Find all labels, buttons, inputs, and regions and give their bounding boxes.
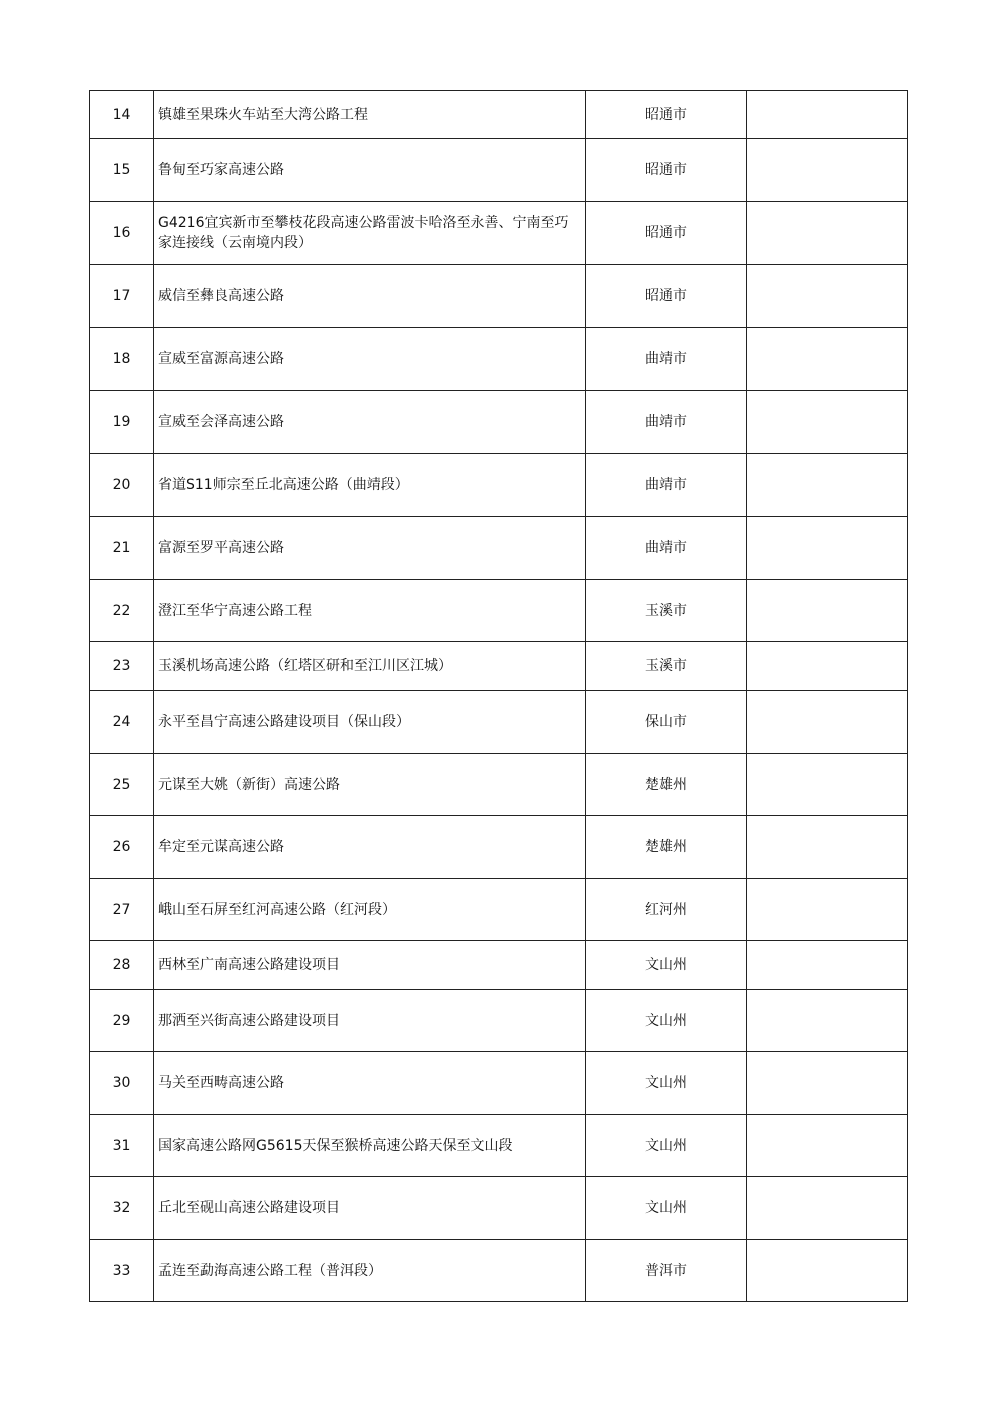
row-number: 31 — [90, 1115, 154, 1177]
city-name: 文山州 — [586, 1177, 747, 1240]
note-cell — [747, 879, 908, 941]
city-name: 昭通市 — [586, 265, 747, 328]
row-number: 19 — [90, 391, 154, 454]
table-row — [90, 990, 908, 1052]
row-number: 14 — [90, 91, 154, 139]
table-row — [90, 1115, 908, 1177]
city-name: 曲靖市 — [586, 328, 747, 391]
row-number: 23 — [90, 642, 154, 691]
city-name: 昭通市 — [586, 91, 747, 139]
city-name: 昭通市 — [586, 202, 747, 265]
note-cell — [747, 328, 908, 391]
row-number: 25 — [90, 754, 154, 816]
city-name: 文山州 — [586, 1052, 747, 1115]
project-name: 省道S11师宗至丘北高速公路（曲靖段） — [154, 454, 586, 517]
city-name: 文山州 — [586, 1115, 747, 1177]
city-name: 楚雄州 — [586, 816, 747, 879]
note-cell — [747, 1240, 908, 1302]
project-name: 永平至昌宁高速公路建设项目（保山段） — [154, 691, 586, 754]
project-name: 牟定至元谋高速公路 — [154, 816, 586, 879]
project-name: 玉溪机场高速公路（红塔区研和至江川区江城） — [154, 642, 586, 691]
note-cell — [747, 454, 908, 517]
row-number: 30 — [90, 1052, 154, 1115]
note-cell — [747, 941, 908, 990]
row-number: 22 — [90, 580, 154, 642]
note-cell — [747, 1177, 908, 1240]
project-name: 威信至彝良高速公路 — [154, 265, 586, 328]
table-row — [90, 816, 908, 879]
city-name: 玉溪市 — [586, 580, 747, 642]
project-name: 鲁甸至巧家高速公路 — [154, 139, 586, 202]
row-number: 17 — [90, 265, 154, 328]
project-name: 元谋至大姚（新街）高速公路 — [154, 754, 586, 816]
note-cell — [747, 265, 908, 328]
note-cell — [747, 517, 908, 580]
table-row — [90, 1240, 908, 1302]
project-name: 西林至广南高速公路建设项目 — [154, 941, 586, 990]
row-number: 32 — [90, 1177, 154, 1240]
table-row — [90, 517, 908, 580]
row-number: 16 — [90, 202, 154, 265]
table-row — [90, 1052, 908, 1115]
note-cell — [747, 580, 908, 642]
table-row — [90, 1177, 908, 1240]
note-cell — [747, 754, 908, 816]
city-name: 楚雄州 — [586, 754, 747, 816]
row-number: 28 — [90, 941, 154, 990]
project-name: 孟连至勐海高速公路工程（普洱段） — [154, 1240, 586, 1302]
project-name: 峨山至石屏至红河高速公路（红河段） — [154, 879, 586, 941]
note-cell — [747, 202, 908, 265]
table-row — [90, 265, 908, 328]
project-name: G4216宜宾新市至攀枝花段高速公路雷波卡哈洛至永善、宁南至巧家连接线（云南境内段） — [154, 202, 586, 265]
note-cell — [747, 816, 908, 879]
note-cell — [747, 139, 908, 202]
projects-table — [89, 90, 908, 1302]
project-name: 宣威至会泽高速公路 — [154, 391, 586, 454]
note-cell — [747, 391, 908, 454]
table-row — [90, 139, 908, 202]
city-name: 曲靖市 — [586, 517, 747, 580]
project-name: 澄江至华宁高速公路工程 — [154, 580, 586, 642]
note-cell — [747, 691, 908, 754]
table-row — [90, 391, 908, 454]
table-row — [90, 580, 908, 642]
city-name: 文山州 — [586, 941, 747, 990]
table-row — [90, 328, 908, 391]
row-number: 21 — [90, 517, 154, 580]
row-number: 33 — [90, 1240, 154, 1302]
note-cell — [747, 642, 908, 691]
project-name: 马关至西畴高速公路 — [154, 1052, 586, 1115]
row-number: 27 — [90, 879, 154, 941]
project-name: 镇雄至果珠火车站至大湾公路工程 — [154, 91, 586, 139]
city-name: 文山州 — [586, 990, 747, 1052]
row-number: 20 — [90, 454, 154, 517]
note-cell — [747, 990, 908, 1052]
projects-table-body — [90, 91, 908, 1302]
row-number: 29 — [90, 990, 154, 1052]
project-name: 国家高速公路网G5615天保至猴桥高速公路天保至文山段 — [154, 1115, 586, 1177]
city-name: 曲靖市 — [586, 454, 747, 517]
row-number: 26 — [90, 816, 154, 879]
city-name: 保山市 — [586, 691, 747, 754]
city-name: 曲靖市 — [586, 391, 747, 454]
note-cell — [747, 1052, 908, 1115]
table-row — [90, 642, 908, 691]
row-number: 18 — [90, 328, 154, 391]
table-row — [90, 454, 908, 517]
table-row — [90, 202, 908, 265]
note-cell — [747, 91, 908, 139]
city-name: 普洱市 — [586, 1240, 747, 1302]
city-name: 玉溪市 — [586, 642, 747, 691]
project-name: 宣威至富源高速公路 — [154, 328, 586, 391]
city-name: 昭通市 — [586, 139, 747, 202]
project-name: 丘北至砚山高速公路建设项目 — [154, 1177, 586, 1240]
row-number: 15 — [90, 139, 154, 202]
table-row — [90, 91, 908, 139]
table-row — [90, 691, 908, 754]
table-row — [90, 754, 908, 816]
table-row — [90, 941, 908, 990]
table-row — [90, 879, 908, 941]
city-name: 红河州 — [586, 879, 747, 941]
row-number: 24 — [90, 691, 154, 754]
project-name: 那洒至兴街高速公路建设项目 — [154, 990, 586, 1052]
note-cell — [747, 1115, 908, 1177]
project-name: 富源至罗平高速公路 — [154, 517, 586, 580]
